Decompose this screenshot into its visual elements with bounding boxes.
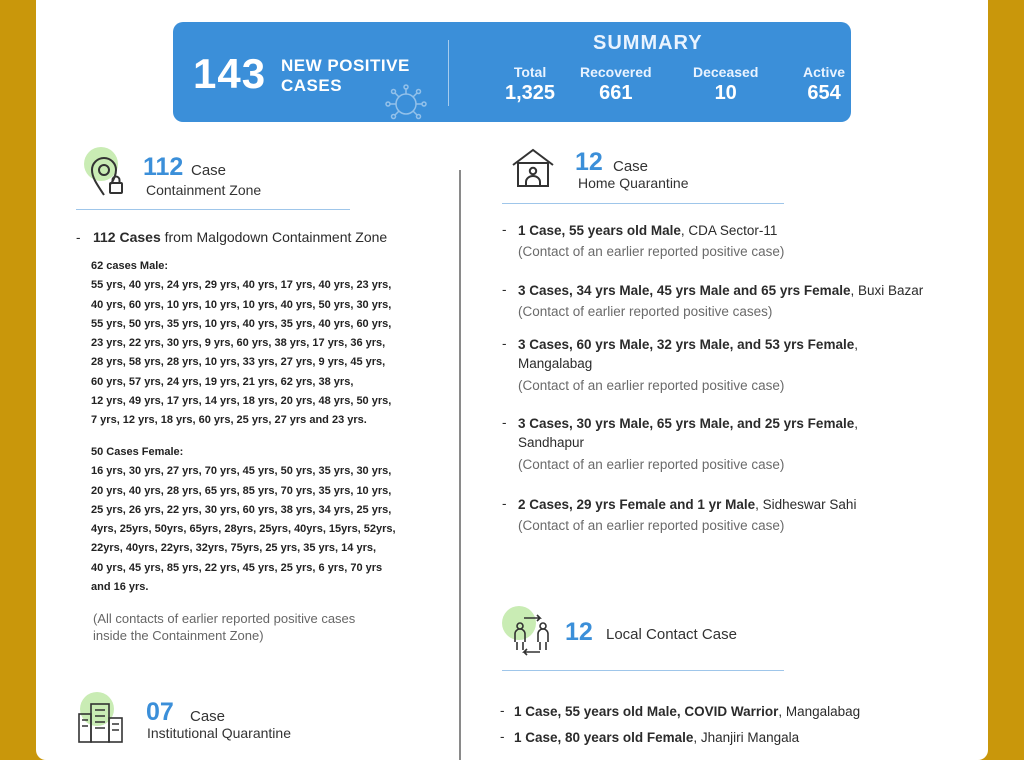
bullet-dash: - [502, 222, 507, 237]
local-entry: 1 Case, 55 years old Male, COVID Warrior, Mangalabag [514, 704, 861, 719]
stat-active: Active 654 [803, 64, 846, 104]
home-entry: 1 Case, 55 years old Male, CDA Sector-11 (Contact of an earlier reported positive case) [518, 223, 785, 259]
home-rule [502, 203, 784, 204]
column-divider [459, 170, 461, 760]
female-line: 22yrs, 40yrs, 22yrs, 32yrs, 75yrs, 25 yrs, 35 yrs, 14 yrs, [91, 542, 377, 555]
new-positive-count: 143 [193, 50, 267, 97]
bullet-dash: - [502, 415, 507, 430]
male-line: 55 yrs, 50 yrs, 35 yrs, 10 yrs, 40 yrs, 35 yrs, 40 yrs, 60 yrs, [91, 317, 392, 330]
male-heading: 62 cases Male: [91, 260, 169, 272]
building-icon [76, 700, 126, 744]
male-line: 55 yrs, 40 yrs, 24 yrs, 29 yrs, 40 yrs, 17 yrs, 40 yrs, 23 yrs, [91, 279, 392, 292]
home-entry: 3 Cases, 30 yrs Male, 65 yrs Male, and 25 yrs Female, Sandhapur (Contact of an earlier reported positive case) [518, 416, 858, 472]
summary-title: SUMMARY [593, 32, 703, 54]
local-count: 12 [565, 618, 593, 646]
stat-recovered: Recovered 661 [580, 64, 652, 104]
home-entry: 3 Cases, 34 yrs Male, 45 yrs Male and 65 yrs Female, Buxi Bazar (Contact of earlier reported positive cases) [518, 283, 924, 319]
containment-count: 112 [143, 153, 184, 181]
local-entry: 1 Case, 80 years old Female, Jhanjiri Mangala [514, 730, 800, 745]
containment-note: (All contacts of earlier reported positive cases inside the Containment Zone) [93, 611, 356, 643]
female-line: 25 yrs, 26 yrs, 22 yrs, 30 yrs, 60 yrs, 38 yrs, 34 yrs, 25 yrs, [91, 503, 392, 516]
home-count: 12 [575, 148, 603, 176]
bullet-dash: - [500, 703, 505, 718]
female-line: and 16 yrs. [91, 581, 149, 594]
male-line: 7 yrs, 12 yrs, 18 yrs, 60 yrs, 25 yrs, 27 yrs and 23 yrs. [91, 414, 367, 427]
bulletin-card [36, 0, 988, 760]
stat-deceased: Deceased 10 [693, 64, 759, 104]
female-line: 20 yrs, 40 yrs, 28 yrs, 65 yrs, 85 yrs, 70 yrs, 35 yrs, 10 yrs, [91, 484, 392, 497]
containment-case-word: Case [191, 162, 227, 179]
institutional-icon-wrap [76, 700, 120, 744]
bullet-dash: - [502, 282, 507, 297]
summary-banner [173, 22, 851, 122]
stat-total: Total 1,325 [505, 64, 556, 104]
home-icon-wrap [510, 147, 554, 191]
home-case-word: Case [613, 158, 649, 175]
male-cases [91, 257, 391, 431]
female-line: 4yrs, 25yrs, 50yrs, 65yrs, 28yrs, 25yrs, 40yrs, 15yrs, 52yrs, [91, 523, 396, 536]
location-lock-icon [90, 155, 130, 199]
bullet-dash: - [500, 729, 505, 744]
contact-people-icon [510, 612, 554, 656]
home-subtitle: Home Quarantine [578, 175, 689, 191]
containment-rule [76, 209, 350, 210]
female-line: 16 yrs, 30 yrs, 27 yrs, 70 yrs, 45 yrs, 50 yrs, 35 yrs, 30 yrs, [91, 465, 392, 478]
male-line: 23 yrs, 22 yrs, 30 yrs, 9 yrs, 60 yrs, 38 yrs, 17 yrs, 36 yrs, [91, 337, 386, 350]
home-entry: 3 Cases, 60 yrs Male, 32 yrs Male, and 53 yrs Female, Mangalabag (Contact of an earlier reported positive case) [518, 337, 858, 393]
institutional-case-word: Case [190, 708, 226, 725]
female-heading: 50 Cases Female: [91, 446, 184, 458]
home-icon [510, 147, 556, 189]
institutional-subtitle: Institutional Quarantine [147, 725, 291, 741]
local-label: Local Contact Case [606, 626, 737, 643]
containment-icon-wrap [90, 155, 134, 199]
local-icon-wrap [510, 612, 554, 656]
bullet-dash: - [502, 336, 507, 351]
female-line: 40 yrs, 45 yrs, 85 yrs, 22 yrs, 45 yrs, 25 yrs, 6 yrs, 70 yrs [91, 561, 383, 574]
male-line: 60 yrs, 57 yrs, 24 yrs, 19 yrs, 21 yrs, 62 yrs, 38 yrs, [91, 375, 354, 388]
female-cases [91, 443, 396, 597]
male-line: 12 yrs, 49 yrs, 17 yrs, 14 yrs, 18 yrs, 20 yrs, 48 yrs, 50 yrs, [91, 395, 392, 408]
home-entry: 2 Cases, 29 yrs Female and 1 yr Male, Sidheswar Sahi (Contact of an earlier reported positive case) [518, 497, 857, 533]
bullet-dash: - [76, 230, 81, 245]
bullet-dash: - [502, 496, 507, 511]
summary-divider [448, 40, 449, 106]
containment-bullet: 112 Cases from Malgodown Containment Zone [93, 229, 388, 245]
local-rule [502, 670, 784, 671]
containment-subtitle: Containment Zone [146, 182, 262, 198]
male-line: 40 yrs, 60 yrs, 10 yrs, 10 yrs, 10 yrs, 40 yrs, 50 yrs, 30 yrs, [91, 298, 392, 311]
male-line: 28 yrs, 58 yrs, 28 yrs, 10 yrs, 33 yrs, 27 yrs, 9 yrs, 45 yrs, [91, 356, 386, 369]
new-positive-label: NEW POSITIVE CASES [281, 56, 410, 95]
institutional-count: 07 [146, 698, 174, 726]
virus-icon [383, 84, 429, 122]
